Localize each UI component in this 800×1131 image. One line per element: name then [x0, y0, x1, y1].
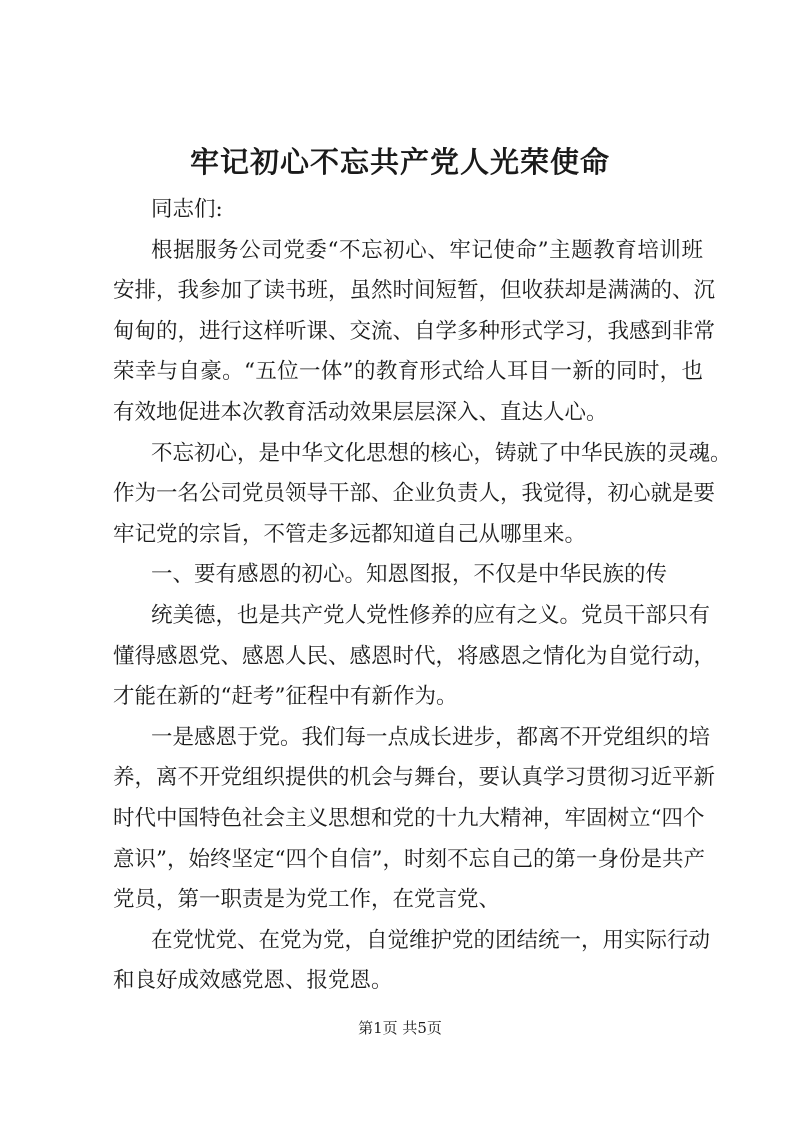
paragraph-line: 在党忧党、在党为党，自觉维护党的团结统一，用实际行动 — [151, 927, 711, 953]
paragraph-line: 作为一名公司党员领导干部、企业负责人，我觉得，初心就是要 — [113, 481, 716, 507]
paragraph-line: 懂得感恩党、感恩人民、感恩时代，将感恩之情化为自觉行动， — [113, 643, 716, 669]
page-footer: 第1页 共5页 — [358, 1019, 442, 1037]
paragraph-line: 甸甸的，进行这样听课、交流、自学多种形式学习，我感到非常 — [113, 318, 716, 344]
paragraph-line: 根据服务公司党委“不忘初心、牢记使命”主题教育培训班 — [151, 237, 703, 263]
paragraph-line: 养，离不开党组织提供的机会与舞台，要认真学习贯彻习近平新 — [113, 765, 716, 791]
salutation: 同志们: — [151, 197, 223, 222]
paragraph-line: 才能在新的“赶考”征程中有新作为。 — [113, 684, 458, 710]
paragraph-line: 一是感恩于党。我们每一点成长进步，都离不开党组织的培 — [151, 724, 711, 750]
paragraph-line: 荣幸与自豪。“五位一体”的教育形式给人耳目一新的同时，也 — [113, 359, 703, 385]
paragraph-line: 不忘初心，是中华文化思想的核心，铸就了中华民族的灵魂。 — [151, 440, 732, 466]
paragraph-line: 一、要有感恩的初心。知恩图报，不仅是中华民族的传 — [151, 562, 668, 588]
paragraph-line: 意识”，始终坚定“四个自信”，时刻不忘自己的第一身份是共产 — [113, 846, 705, 872]
paragraph-line: 时代中国特色社会主义思想和党的十九大精神，牢固树立“四个 — [113, 805, 705, 831]
paragraph-line: 安排，我参加了读书班，虽然时间短暂，但收获却是满满的、沉 — [113, 278, 716, 304]
paragraph-line: 党员，第一职责是为党工作，在党言党、 — [113, 887, 501, 913]
paragraph-line: 牢记党的宗旨，不管走多远都知道自己从哪里来。 — [113, 521, 587, 547]
document-title: 牢记初心不忘共产党人光荣使命 — [189, 145, 610, 179]
paragraph-line: 有效地促进本次教育活动效果层层深入、直达人心。 — [113, 399, 608, 425]
paragraph-line: 和良好成效感党恩、报党恩。 — [113, 968, 393, 994]
paragraph-line: 统美德，也是共产党人党性修养的应有之义。党员干部只有 — [151, 602, 711, 628]
document-body — [113, 190, 732, 1002]
